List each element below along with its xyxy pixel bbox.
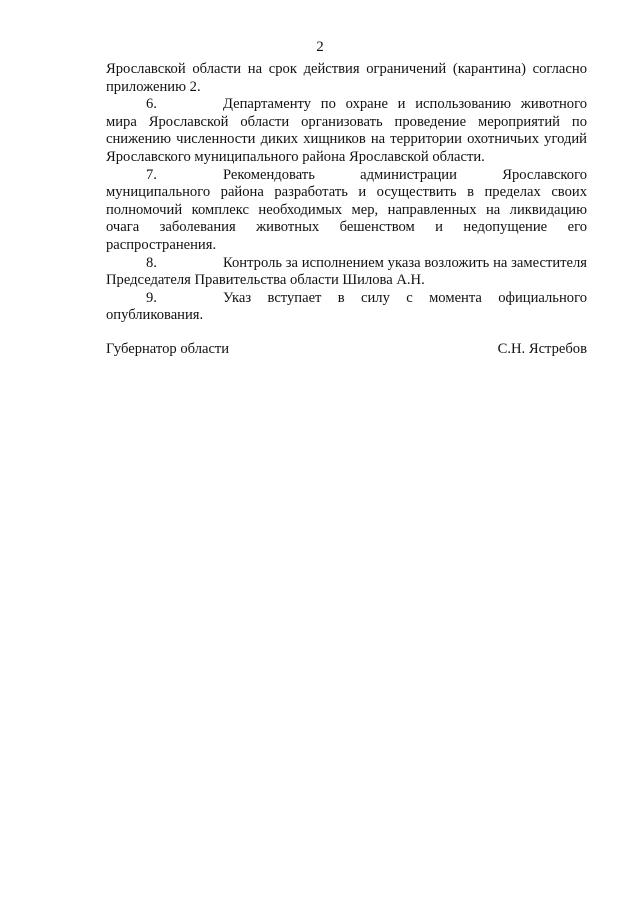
document-body <box>106 61 587 325</box>
paragraph-9 <box>106 290 587 325</box>
paragraph-6-number: 6. <box>146 96 157 113</box>
paragraph-7-number: 7. <box>146 166 157 183</box>
paragraph-9-number: 9. <box>146 289 157 306</box>
paragraph-7 <box>106 167 587 255</box>
signatory-position: Губернатор области <box>106 341 230 357</box>
signatory-name: С.Н. Ястребов <box>497 341 587 357</box>
paragraph-7-text: Рекомендовать администрации Ярославского муниципального района разработать и осуществить в пределах своих полномочий комплекс необходимых мер, направленных на ликвидацию очага заболевания животных бешенством и недопущение его распространения. <box>106 166 587 253</box>
paragraph-9-text: Указ вступает в силу с момента официального опубликования. <box>106 289 587 324</box>
paragraph-8-number: 8. <box>146 254 157 271</box>
paragraph-8-text: Контроль за исполнением указа возложить на заместителя Председателя Правительства области Шилова А.Н. <box>106 254 587 289</box>
paragraph-6 <box>106 96 587 166</box>
page-number: 2 <box>316 39 324 55</box>
paragraph-6-text: Департаменту по охране и использованию животного мира Ярославской области организовать проведение мероприятий по снижению численности диких хищников на территории охотничьих угодий Ярославского муниципального района Ярославской области. <box>106 96 587 165</box>
paragraph-continuation: Ярославской области на срок действия ограничений (карантина) согласно приложению 2. <box>106 61 587 95</box>
signature-block <box>106 340 587 358</box>
paragraph-8 <box>106 255 587 290</box>
